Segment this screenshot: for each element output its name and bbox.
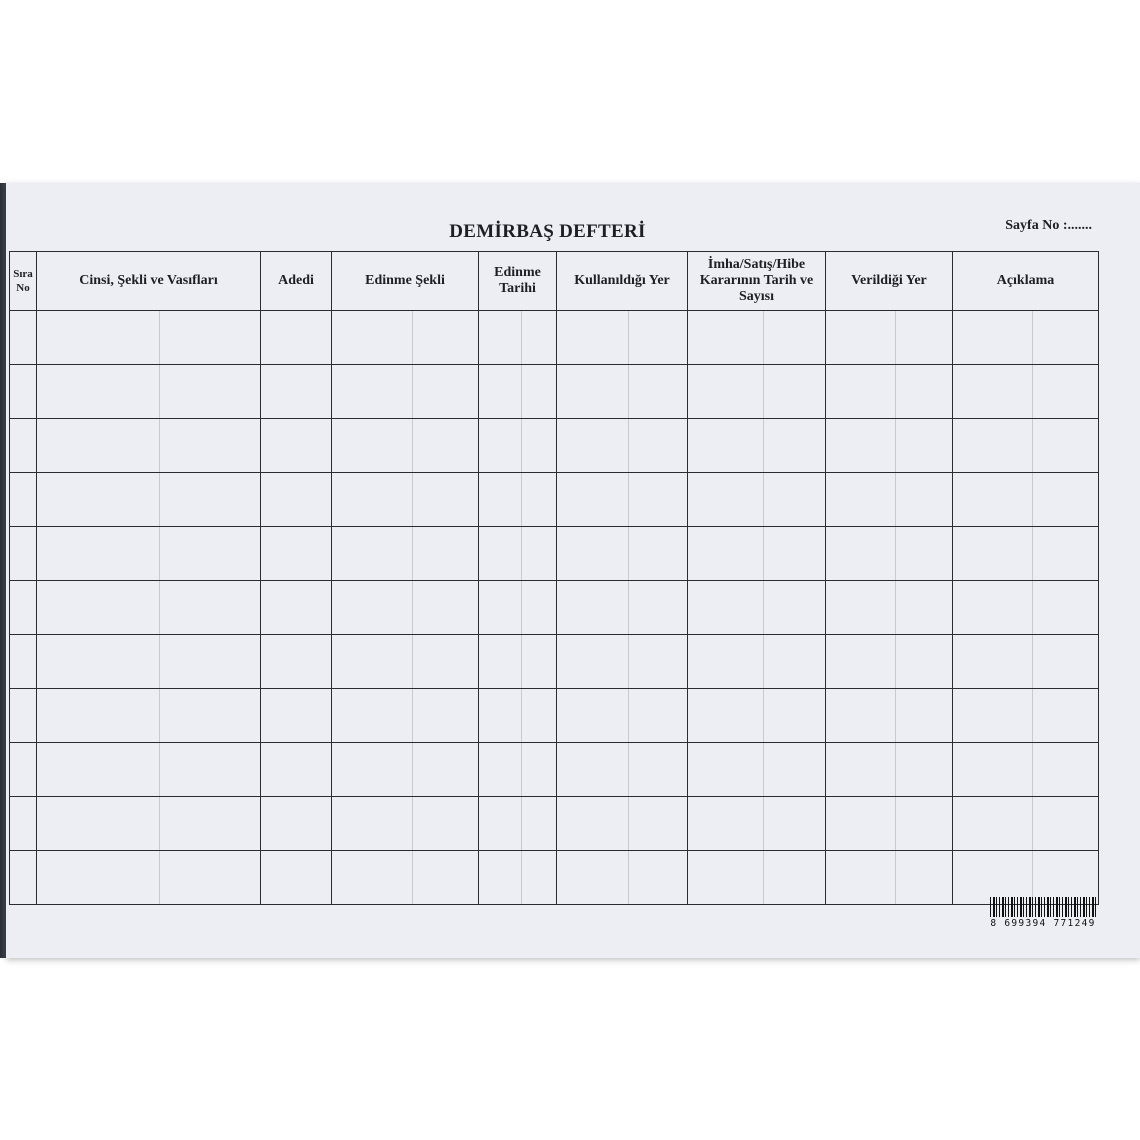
table-cell: [826, 527, 953, 581]
table-row: [10, 743, 1099, 797]
table-cell: [826, 797, 953, 851]
header-row: [10, 252, 1099, 311]
table-cell: [953, 743, 1099, 797]
table-cell: [332, 635, 479, 689]
table-row: [10, 581, 1099, 635]
table-cell: [557, 419, 688, 473]
ledger-page: [6, 183, 1140, 958]
table-cell: [557, 581, 688, 635]
column-header-verildigi-yer: Verildiği Yer: [826, 252, 953, 311]
table-row: [10, 851, 1099, 905]
table-cell: [10, 581, 37, 635]
table-row: [10, 365, 1099, 419]
table-cell: [332, 743, 479, 797]
table-cell: [826, 581, 953, 635]
table-cell: [332, 419, 479, 473]
table-cell: [37, 851, 261, 905]
table-cell: [557, 851, 688, 905]
inventory-ledger-table: [9, 251, 1099, 905]
barcode-bars: [990, 897, 1096, 917]
column-header-aciklama: Açıklama: [953, 252, 1099, 311]
table-cell: [261, 797, 332, 851]
table-cell: [37, 419, 261, 473]
table-cell: [479, 689, 557, 743]
table-cell: [953, 581, 1099, 635]
table-cell: [332, 689, 479, 743]
table-cell: [332, 311, 479, 365]
table-cell: [688, 635, 826, 689]
table-cell: [953, 419, 1099, 473]
table-cell: [37, 527, 261, 581]
table-cell: [479, 743, 557, 797]
table-cell: [479, 851, 557, 905]
table-row: [10, 797, 1099, 851]
table-cell: [10, 635, 37, 689]
table-cell: [479, 635, 557, 689]
table-cell: [332, 527, 479, 581]
table-cell: [10, 311, 37, 365]
page-number-label: Sayfa No :.......: [1005, 218, 1092, 233]
table-cell: [826, 851, 953, 905]
table-cell: [332, 851, 479, 905]
page-title: DEMİRBAŞ DEFTERİ: [449, 221, 646, 242]
column-header-kullanildigi-yer: Kullanıldığı Yer: [557, 252, 688, 311]
table-cell: [688, 365, 826, 419]
table-cell: [688, 473, 826, 527]
table-cell: [557, 743, 688, 797]
table-cell: [261, 581, 332, 635]
table-cell: [557, 473, 688, 527]
table-cell: [10, 419, 37, 473]
table-cell: [261, 365, 332, 419]
table-cell: [10, 797, 37, 851]
table-cell: [37, 473, 261, 527]
table-cell: [261, 527, 332, 581]
table-cell: [557, 797, 688, 851]
table-cell: [688, 419, 826, 473]
table-cell: [332, 365, 479, 419]
table-cell: [826, 689, 953, 743]
column-header-sira-no: Sıra No: [10, 252, 37, 311]
table-cell: [953, 689, 1099, 743]
table-cell: [953, 527, 1099, 581]
table-cell: [557, 527, 688, 581]
column-header-edinme-sekli: Edinme Şekli: [332, 252, 479, 311]
table-cell: [37, 743, 261, 797]
table-row: [10, 635, 1099, 689]
table-cell: [479, 797, 557, 851]
table-cell: [479, 419, 557, 473]
ledger-body: [10, 311, 1099, 905]
table-cell: [826, 365, 953, 419]
table-cell: [261, 311, 332, 365]
table-cell: [826, 473, 953, 527]
table-row: [10, 689, 1099, 743]
column-header-imha-karari: İmha/Satış/Hibe Kararının Tarih ve Sayısı: [688, 252, 826, 311]
table-cell: [688, 797, 826, 851]
table-cell: [688, 311, 826, 365]
table-cell: [479, 473, 557, 527]
table-cell: [37, 581, 261, 635]
table-cell: [261, 743, 332, 797]
table-row: [10, 473, 1099, 527]
table-cell: [557, 365, 688, 419]
table-cell: [826, 419, 953, 473]
table-cell: [479, 311, 557, 365]
column-header-cinsi: Cinsi, Şekli ve Vasıfları: [37, 252, 261, 311]
table-cell: [10, 527, 37, 581]
table-cell: [688, 743, 826, 797]
table-cell: [10, 689, 37, 743]
table-cell: [953, 635, 1099, 689]
table-cell: [479, 581, 557, 635]
table-cell: [261, 419, 332, 473]
table-cell: [261, 473, 332, 527]
table-cell: [826, 311, 953, 365]
table-cell: [688, 527, 826, 581]
table-cell: [826, 743, 953, 797]
table-cell: [37, 797, 261, 851]
table-cell: [261, 689, 332, 743]
table-row: [10, 311, 1099, 365]
table-cell: [10, 365, 37, 419]
table-cell: [826, 635, 953, 689]
barcode-digits: 8 699394 771249: [990, 918, 1096, 929]
barcode: [990, 897, 1096, 929]
table-cell: [10, 851, 37, 905]
table-cell: [688, 581, 826, 635]
table-cell: [953, 365, 1099, 419]
table-cell: [10, 743, 37, 797]
table-cell: [37, 689, 261, 743]
table-cell: [557, 311, 688, 365]
table-cell: [332, 797, 479, 851]
table-row: [10, 527, 1099, 581]
table-cell: [953, 473, 1099, 527]
table-cell: [332, 581, 479, 635]
table-cell: [37, 635, 261, 689]
table-cell: [688, 851, 826, 905]
table-cell: [688, 689, 826, 743]
table-row: [10, 419, 1099, 473]
table-cell: [37, 365, 261, 419]
table-cell: [332, 473, 479, 527]
table-cell: [10, 473, 37, 527]
table-cell: [953, 797, 1099, 851]
table-cell: [37, 311, 261, 365]
table-cell: [261, 851, 332, 905]
table-cell: [261, 635, 332, 689]
table-cell: [557, 635, 688, 689]
table-cell: [953, 311, 1099, 365]
table-cell: [479, 527, 557, 581]
column-header-adedi: Adedi: [261, 252, 332, 311]
table-cell: [479, 365, 557, 419]
column-header-edinme-tarihi: Edinme Tarihi: [479, 252, 557, 311]
table-cell: [557, 689, 688, 743]
